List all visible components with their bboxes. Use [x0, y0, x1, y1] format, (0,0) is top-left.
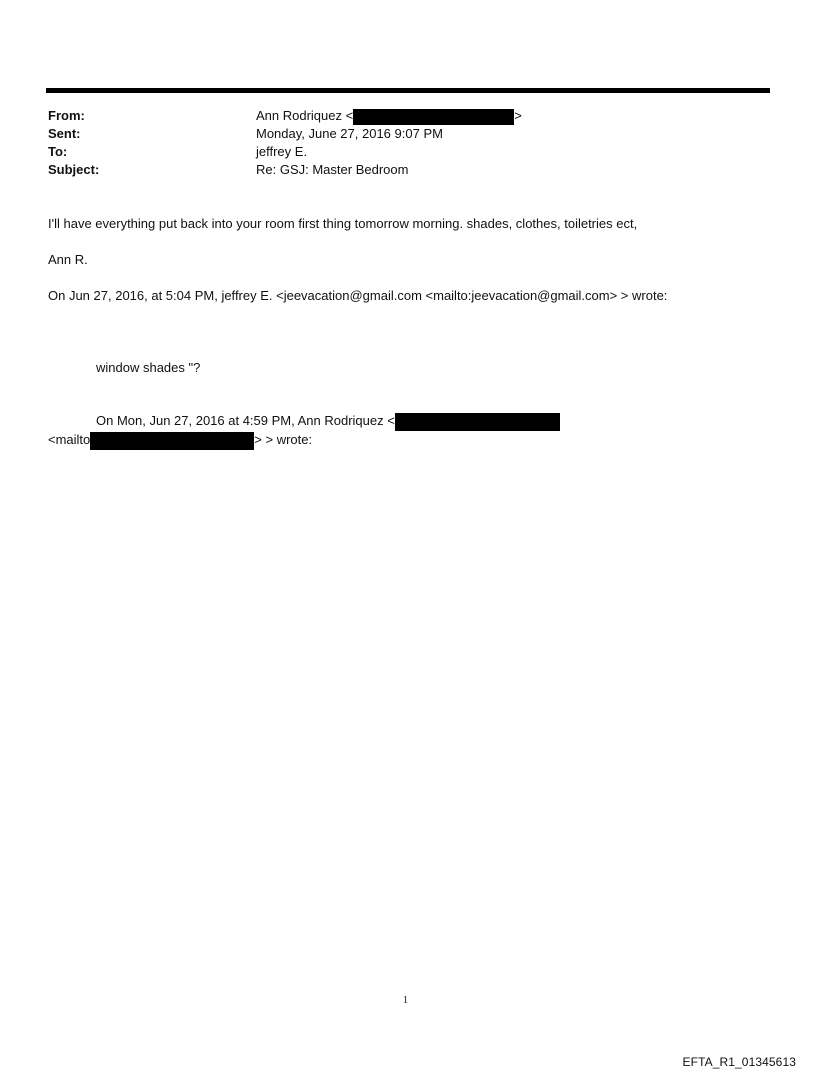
subject-row	[48, 161, 748, 179]
from-name: Ann Rodriquez <	[256, 108, 354, 123]
nested-quote-mailto-line	[48, 431, 312, 450]
signature: Ann R.	[48, 252, 88, 267]
quote-header: On Jun 27, 2016, at 5:04 PM, jeffrey E. <jeevacation@gmail.com <mailto:jeevacation@gmail.com> > wrote:	[48, 288, 668, 303]
from-close: >	[514, 108, 522, 123]
from-value	[256, 107, 522, 125]
from-label: From:	[48, 108, 85, 123]
redaction-block	[353, 109, 514, 125]
redaction-block	[395, 413, 560, 431]
sent-value: Monday, June 27, 2016 9:07 PM	[256, 126, 443, 141]
to-value: jeffrey E.	[256, 144, 308, 159]
to-label: To:	[48, 144, 68, 159]
header-divider	[46, 88, 770, 93]
sent-row	[48, 125, 748, 143]
page-number: 1	[403, 995, 408, 1006]
subject-value: Re: GSJ: Master Bedroom	[256, 162, 409, 177]
quoted-text: window shades "?	[96, 360, 201, 375]
subject-label: Subject:	[48, 162, 100, 177]
from-row	[48, 107, 748, 125]
bates-number: EFTA_R1_01345613	[682, 1055, 796, 1069]
message-body-line: I'll have everything put back into your room first thing tomorrow morning. shades, clothes, toiletries ect,	[48, 216, 638, 231]
nested-quote-header	[96, 412, 560, 431]
redaction-block	[90, 432, 254, 450]
to-row	[48, 143, 748, 161]
nested-quote-start: On Mon, Jun 27, 2016 at 4:59 PM, Ann Rodriquez <	[96, 413, 395, 428]
nested-mailto: <mailto	[48, 432, 91, 447]
nested-tail: > > wrote:	[254, 432, 313, 447]
sent-label: Sent:	[48, 126, 81, 141]
